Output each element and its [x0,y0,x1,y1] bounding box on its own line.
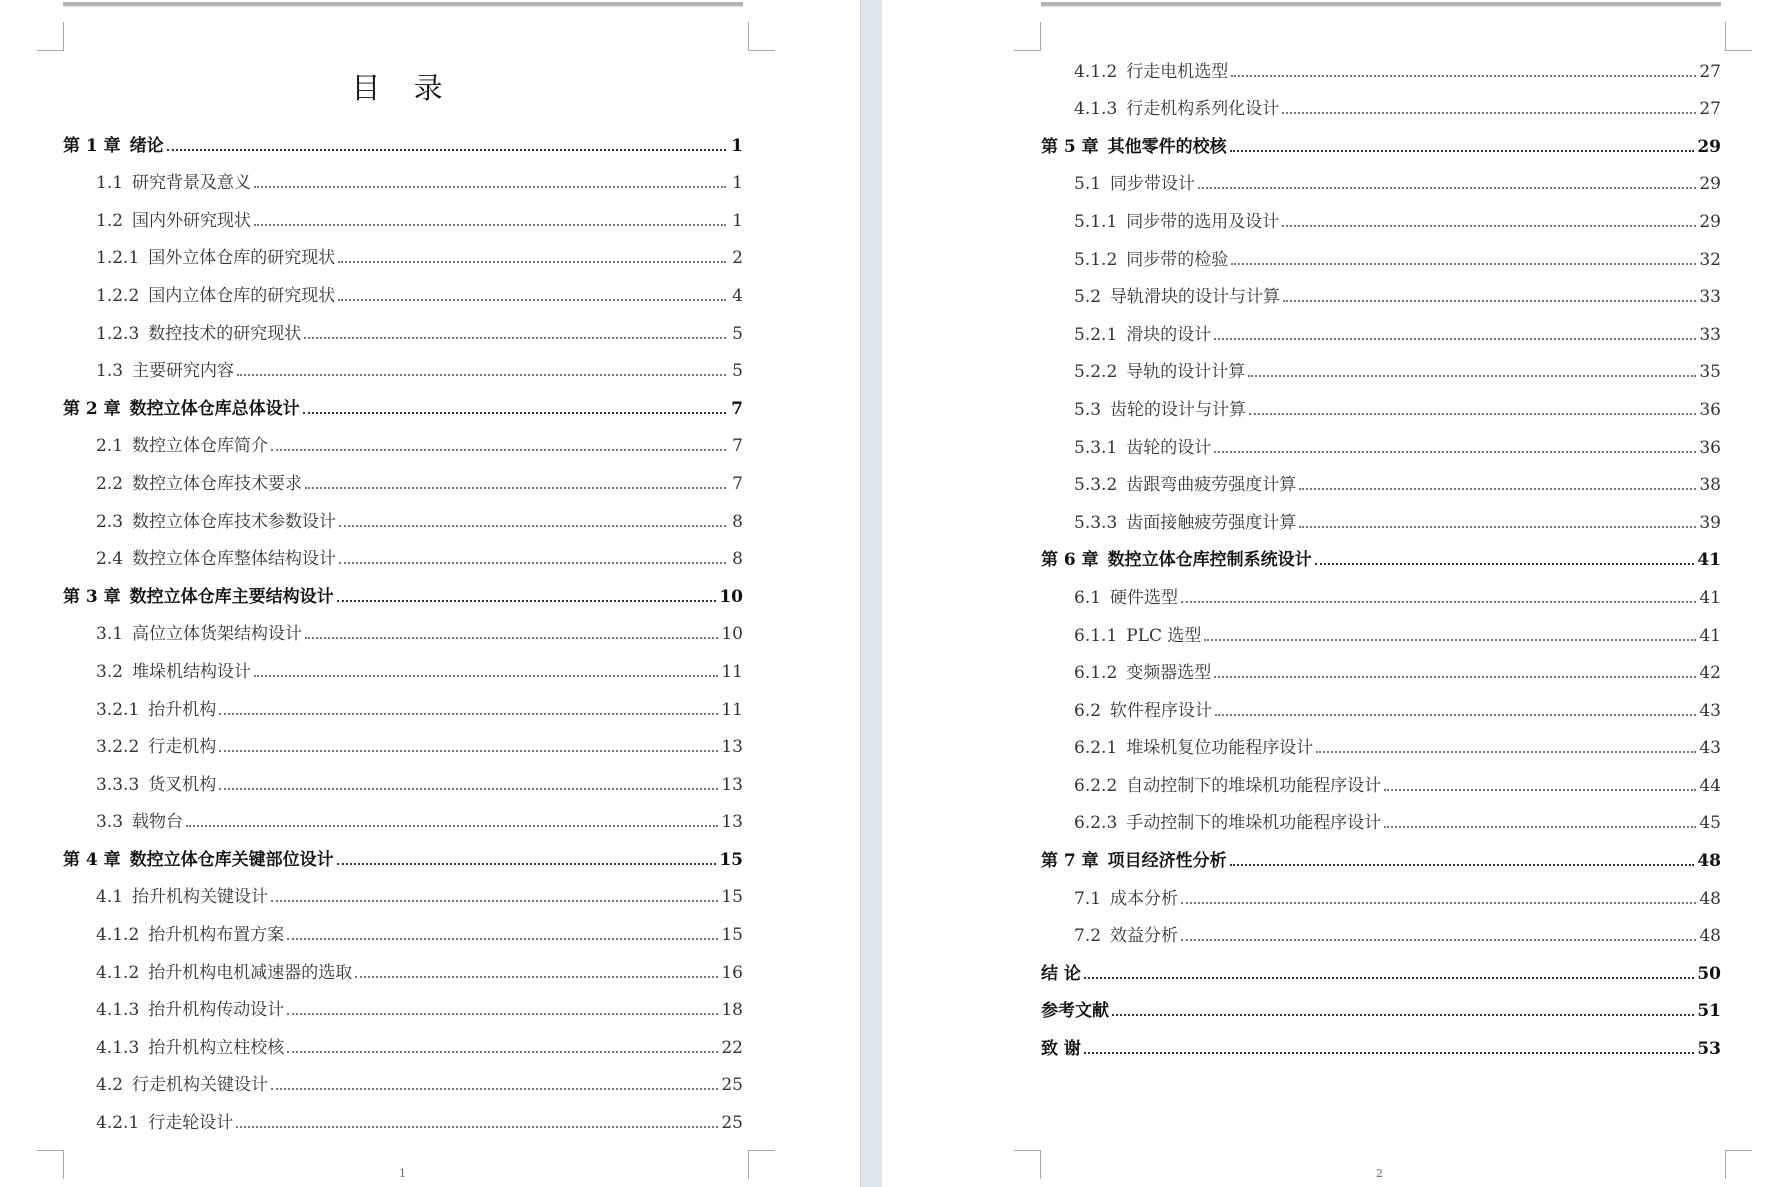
toc-entry-page-number: 11 [721,661,743,682]
toc-entry[interactable] [63,427,743,465]
toc-entry-page-number: 48 [1699,926,1721,947]
toc-entry-number: 6.2.1 [1074,738,1118,759]
toc-entry-title: 行走电机选型 [1126,61,1229,82]
toc-entry[interactable] [1041,240,1721,278]
toc-entry-number: 4.2 [96,1075,124,1096]
corner-mark [1014,1150,1041,1179]
toc-entry-number: 6.2.2 [1074,775,1118,796]
toc-dot-leader [271,449,726,451]
toc-entry[interactable] [63,915,743,953]
toc-entry[interactable] [1041,278,1721,316]
toc-entry-title: 成本分析 [1110,888,1179,909]
toc-entry-page-number: 41 [1697,550,1721,571]
toc-entry-title: 数控立体仓库简介 [132,436,269,457]
toc-entry-page-number: 48 [1697,851,1721,872]
toc-entry-number: 1.2.1 [96,248,140,269]
toc-dot-leader [271,900,718,902]
toc-entry-page-number: 43 [1699,700,1721,721]
toc-dot-leader [1204,639,1696,641]
toc-dot-leader [1231,263,1696,265]
document-page-2 [882,0,1788,1187]
toc-entry-title: 参考文献 [1041,1001,1109,1022]
toc-entry-title: 行走轮设计 [148,1113,234,1134]
toc-dot-leader [1316,751,1696,753]
toc-entry[interactable] [63,389,743,427]
page-top-rule [63,2,743,7]
toc-entry-page-number: 15 [721,887,743,908]
toc-entry-number: 3.2.1 [96,699,140,720]
page-number: 1 [399,1167,406,1180]
toc-entry-page-number: 22 [721,1037,743,1058]
toc-entry[interactable] [1041,1029,1721,1067]
toc-entry-title: 齿面接触疲劳强度计算 [1126,512,1297,533]
toc-entry-page-number: 50 [1697,963,1721,984]
toc-entry-title: 抬升机构电机减速器的选取 [148,962,353,983]
toc-entry-title: 同步带的检验 [1126,249,1229,270]
toc-entry[interactable] [63,803,743,841]
toc-entry[interactable] [1041,766,1721,804]
toc-entry[interactable] [63,164,743,202]
toc-dot-leader [287,938,718,940]
toc-dot-leader [254,186,726,188]
toc-dot-leader [236,1126,718,1128]
toc-entry[interactable] [1041,353,1721,391]
toc-entry-title: 数控立体仓库总体设计 [129,398,300,419]
toc-entry-number: 4.1.3 [96,1000,140,1021]
toc-entry-title: 导轨滑块的设计与计算 [1110,287,1281,308]
corner-mark [1725,1150,1752,1179]
toc-entry[interactable] [1041,315,1721,353]
toc-entry[interactable] [63,126,743,164]
toc-entry-number: 2.4 [96,549,124,570]
toc-entry-number: 5.3.2 [1074,475,1118,496]
toc-entry[interactable] [63,728,743,766]
toc-entry-number: 5.2.1 [1074,324,1118,345]
toc-entry-page-number: 5 [732,361,743,382]
toc-entry[interactable] [1041,917,1721,955]
toc-entry-title: 数控立体仓库控制系统设计 [1107,550,1312,571]
toc-entry[interactable] [1041,428,1721,466]
toc-entry-page-number: 38 [1699,475,1721,496]
toc-dot-leader [186,825,718,827]
toc-dot-leader [167,149,726,151]
toc-entry-title: 行走机构系列化设计 [1126,99,1280,120]
toc-entry-title: PLC 选型 [1126,625,1202,646]
toc-entry-page-number: 8 [732,549,743,570]
toc-entry-title: 主要研究内容 [132,361,235,382]
toc-entry-title: 抬升机构立柱校核 [148,1037,285,1058]
toc-entry-number: 6.1.1 [1074,625,1118,646]
toc-entry-title: 齿轮的设计 [1126,437,1212,458]
page-top-rule [1041,2,1721,7]
toc-entry-page-number: 1 [732,173,743,194]
toc-dot-leader [339,562,726,564]
toc-entry[interactable] [63,765,743,803]
toc-entry[interactable] [1041,841,1721,879]
toc-entry-title: 抬升机构 [148,699,217,720]
toc-dot-leader [1181,939,1696,941]
toc-list-page-1 [63,126,743,1141]
toc-dot-leader [219,788,718,790]
toc-entry-title: 结 论 [1041,963,1081,984]
toc-entry-number: 4.1.3 [96,1037,140,1058]
toc-entry-number: 第 6 章 [1041,550,1099,571]
toc-dot-leader [254,675,718,677]
toc-entry-title: 堆垛机复位功能程序设计 [1126,738,1314,759]
toc-entry[interactable] [63,1028,743,1066]
toc-entry[interactable] [63,352,743,390]
toc-entry[interactable] [63,652,743,690]
toc-entry-page-number: 5 [732,323,743,344]
toc-dot-leader [1282,112,1696,114]
toc-entry-page-number: 8 [732,511,743,532]
toc-entry-page-number: 10 [721,624,743,645]
toc-entry-title: 同步带设计 [1110,174,1196,195]
toc-entry-number: 3.2.2 [96,737,140,758]
toc-entry-number: 第 7 章 [1041,851,1099,872]
toc-entry-page-number: 39 [1699,512,1721,533]
toc-dot-leader [287,1013,718,1015]
toc-entry-page-number: 13 [721,774,743,795]
toc-list-page-2 [1041,52,1721,1067]
toc-entry[interactable] [1041,202,1721,240]
toc-dot-leader [1282,225,1696,227]
toc-entry[interactable] [63,314,743,352]
toc-entry-title: 载物台 [132,812,184,833]
toc-dot-leader [338,261,726,263]
toc-entry-title: 导轨的设计计算 [1126,362,1246,383]
toc-entry-number: 3.2 [96,661,124,682]
toc-entry[interactable] [1041,503,1721,541]
toc-entry-number: 5.3 [1074,399,1102,420]
toc-dot-leader [287,1051,718,1053]
toc-dot-leader [304,337,726,339]
toc-entry-title: 货叉机构 [148,774,217,795]
page-gutter [860,0,884,1187]
toc-entry[interactable] [63,540,743,578]
toc-entry[interactable] [63,276,743,314]
toc-entry[interactable] [1041,165,1721,203]
toc-dot-leader [254,224,726,226]
toc-entry-number: 4.1.2 [96,962,140,983]
toc-entry-title: 项目经济性分析 [1107,851,1227,872]
toc-entry-page-number: 32 [1699,249,1721,270]
toc-entry-title: 行走机构 [148,737,217,758]
toc-dot-leader [1214,676,1696,678]
toc-entry[interactable] [63,577,743,615]
toc-entry-number: 第 4 章 [63,849,121,870]
toc-entry[interactable] [63,464,743,502]
toc-entry-title: 致 谢 [1041,1039,1081,1060]
toc-dot-leader [1299,488,1696,490]
corner-mark [37,1150,64,1179]
corner-mark [1014,22,1041,51]
toc-entry-number: 1.3 [96,361,124,382]
toc-entry-title: 数控技术的研究现状 [148,323,302,344]
toc-entry-page-number: 27 [1699,99,1721,120]
toc-dot-leader [337,600,717,602]
toc-entry-title: 抬升机构关键设计 [132,887,269,908]
toc-entry-page-number: 29 [1699,211,1721,232]
toc-entry-number: 4.1.2 [96,925,140,946]
toc-entry-page-number: 25 [721,1113,743,1134]
toc-entry-title: 软件程序设计 [1110,700,1213,721]
toc-dot-leader [237,374,726,376]
document-page-1 [0,0,860,1187]
toc-entry[interactable] [63,1066,743,1104]
toc-entry[interactable] [1041,466,1721,504]
toc-dot-leader [271,1088,718,1090]
toc-entry-title: 数控立体仓库关键部位设计 [129,849,334,870]
toc-entry-page-number: 33 [1699,287,1721,308]
toc-dot-leader [1181,601,1696,603]
toc-entry-page-number: 1 [731,135,743,156]
toc-entry-number: 第 3 章 [63,586,121,607]
corner-mark [1725,22,1752,51]
toc-entry-number: 5.1.1 [1074,211,1118,232]
toc-dot-leader [305,487,726,489]
corner-mark [37,22,64,51]
toc-entry-number: 5.3.1 [1074,437,1118,458]
toc-entry-page-number: 7 [732,436,743,457]
toc-entry-page-number: 36 [1699,399,1721,420]
toc-entry-number: 2.3 [96,511,124,532]
toc-dot-leader [1214,451,1696,453]
toc-entry-page-number: 35 [1699,362,1721,383]
toc-entry-page-number: 48 [1699,888,1721,909]
toc-entry-page-number: 51 [1697,1001,1721,1022]
toc-entry-title: 绪论 [129,135,164,156]
toc-entry-page-number: 42 [1699,663,1721,684]
toc-entry-page-number: 10 [719,586,743,607]
toc-entry[interactable] [1041,729,1721,767]
toc-dot-leader [1215,714,1696,716]
toc-entry[interactable] [1041,654,1721,692]
toc-entry-title: 同步带的选用及设计 [1126,211,1280,232]
toc-entry[interactable] [63,840,743,878]
toc-entry-number: 1.1 [96,173,124,194]
toc-dot-leader [1231,75,1696,77]
toc-entry[interactable] [63,201,743,239]
toc-entry-page-number: 15 [721,925,743,946]
toc-entry-number: 第 2 章 [63,398,121,419]
toc-dot-leader [1315,563,1695,565]
toc-entry-title: 堆垛机结构设计 [132,661,252,682]
toc-entry-number: 6.1.2 [1074,663,1118,684]
toc-entry[interactable] [1041,954,1721,992]
toc-entry-page-number: 43 [1699,738,1721,759]
toc-entry-page-number: 11 [721,699,743,720]
toc-entry-title: 自动控制下的堆垛机功能程序设计 [1126,775,1382,796]
toc-entry-page-number: 41 [1699,625,1721,646]
toc-dot-leader [219,750,718,752]
toc-entry-number: 1.2.3 [96,323,140,344]
toc-entry[interactable] [1041,879,1721,917]
toc-entry-title: 行走机构关键设计 [132,1075,269,1096]
toc-entry-number: 6.2 [1074,700,1102,721]
toc-entry-title: 变频器选型 [1126,663,1212,684]
toc-dot-leader [1384,826,1696,828]
toc-entry-number: 2.1 [96,436,124,457]
toc-entry-page-number: 53 [1697,1039,1721,1060]
toc-dot-leader [1230,864,1695,866]
toc-entry[interactable] [63,1103,743,1141]
toc-entry-number: 5.1.2 [1074,249,1118,270]
toc-entry-page-number: 29 [1699,174,1721,195]
toc-entry-title: 其他零件的校核 [1107,136,1227,157]
toc-dot-leader [1084,1052,1694,1054]
toc-entry-page-number: 29 [1697,136,1721,157]
toc-entry-number: 5.3.3 [1074,512,1118,533]
corner-mark [748,1150,775,1179]
toc-entry[interactable] [1041,127,1721,165]
toc-dot-leader [1181,902,1696,904]
toc-dot-leader [1214,338,1696,340]
toc-entry-page-number: 16 [721,962,743,983]
toc-dot-leader [1230,150,1695,152]
toc-entry-title: 数控立体仓库主要结构设计 [129,586,334,607]
toc-dot-leader [337,863,717,865]
toc-entry[interactable] [1041,390,1721,428]
toc-entry[interactable] [1041,804,1721,842]
toc-dot-leader [1084,977,1694,979]
toc-entry-page-number: 33 [1699,324,1721,345]
toc-entry-title: 齿轮的设计与计算 [1110,399,1247,420]
toc-entry[interactable] [1041,616,1721,654]
toc-entry-number: 7.1 [1074,888,1102,909]
toc-dot-leader [303,412,726,414]
toc-entry-number: 1.2.2 [96,285,140,306]
toc-entry-page-number: 1 [732,210,743,231]
toc-entry[interactable] [63,615,743,653]
toc-entry-title: 滑块的设计 [1126,324,1212,345]
toc-entry-page-number: 13 [721,737,743,758]
toc-entry-title: 高位立体货架结构设计 [132,624,303,645]
toc-entry-page-number: 2 [732,248,743,269]
toc-dot-leader [1299,526,1696,528]
toc-entry-title: 数控立体仓库技术参数设计 [132,511,337,532]
toc-entry-page-number: 27 [1699,61,1721,82]
toc-dot-leader [1198,187,1696,189]
toc-entry-page-number: 18 [721,1000,743,1021]
toc-entry-number: 5.1 [1074,174,1102,195]
toc-entry-number: 5.2 [1074,287,1102,308]
toc-entry[interactable] [63,502,743,540]
toc-entry-title: 效益分析 [1110,926,1179,947]
toc-entry-title: 国内外研究现状 [132,210,252,231]
toc-entry-title: 国内立体仓库的研究现状 [148,285,336,306]
toc-entry[interactable] [63,878,743,916]
toc-entry-page-number: 41 [1699,587,1721,608]
toc-entry-number: 6.2.3 [1074,813,1118,834]
toc-entry-number: 7.2 [1074,926,1102,947]
toc-entry-page-number: 45 [1699,813,1721,834]
toc-entry-number: 1.2 [96,210,124,231]
toc-entry[interactable] [1041,691,1721,729]
toc-entry-number: 第 1 章 [63,135,121,156]
toc-entry[interactable] [63,690,743,728]
corner-mark [748,22,775,51]
toc-entry-page-number: 25 [721,1075,743,1096]
toc-dot-leader [1249,413,1696,415]
toc-dot-leader [1283,300,1696,302]
toc-dot-leader [1112,1014,1694,1016]
page-number: 2 [1376,1167,1383,1180]
toc-entry-number: 3.3 [96,812,124,833]
toc-entry-number: 3.1 [96,624,124,645]
toc-entry-number: 5.2.2 [1074,362,1118,383]
toc-dot-leader [355,976,718,978]
toc-entry-page-number: 15 [719,849,743,870]
toc-entry[interactable] [63,991,743,1029]
toc-dot-leader [1248,375,1696,377]
toc-entry-page-number: 36 [1699,437,1721,458]
toc-entry-page-number: 13 [721,812,743,833]
toc-dot-leader [305,637,718,639]
toc-entry-title: 数控立体仓库技术要求 [132,473,303,494]
toc-entry-number: 6.1 [1074,587,1102,608]
toc-entry[interactable] [1041,90,1721,128]
toc-entry[interactable] [1041,52,1721,90]
toc-dot-leader [339,525,726,527]
toc-entry[interactable] [63,953,743,991]
toc-dot-leader [338,299,726,301]
toc-entry-page-number: 7 [732,473,743,494]
toc-title: 目 录 [351,71,455,105]
toc-entry-title: 数控立体仓库整体结构设计 [132,549,337,570]
toc-dot-leader [219,713,718,715]
toc-entry-title: 硬件选型 [1110,587,1179,608]
toc-entry[interactable] [1041,541,1721,579]
toc-entry-number: 4.1.3 [1074,99,1118,120]
toc-entry[interactable] [63,239,743,277]
toc-entry-title: 国外立体仓库的研究现状 [148,248,336,269]
toc-entry-title: 抬升机构布置方案 [148,925,285,946]
toc-entry[interactable] [1041,578,1721,616]
toc-entry-number: 4.1 [96,887,124,908]
toc-entry-title: 手动控制下的堆垛机功能程序设计 [1126,813,1382,834]
toc-entry-page-number: 44 [1699,775,1721,796]
toc-entry-number: 4.2.1 [96,1113,140,1134]
toc-entry-title: 研究背景及意义 [132,173,252,194]
toc-entry-page-number: 4 [732,285,743,306]
toc-entry-number: 2.2 [96,473,124,494]
toc-entry-number: 3.3.3 [96,774,140,795]
toc-entry-number: 第 5 章 [1041,136,1099,157]
toc-entry-number: 4.1.2 [1074,61,1118,82]
toc-entry-title: 齿跟弯曲疲劳强度计算 [1126,475,1297,496]
toc-entry-title: 抬升机构传动设计 [148,1000,285,1021]
toc-entry[interactable] [1041,992,1721,1030]
toc-dot-leader [1384,789,1696,791]
toc-entry-page-number: 7 [731,398,743,419]
